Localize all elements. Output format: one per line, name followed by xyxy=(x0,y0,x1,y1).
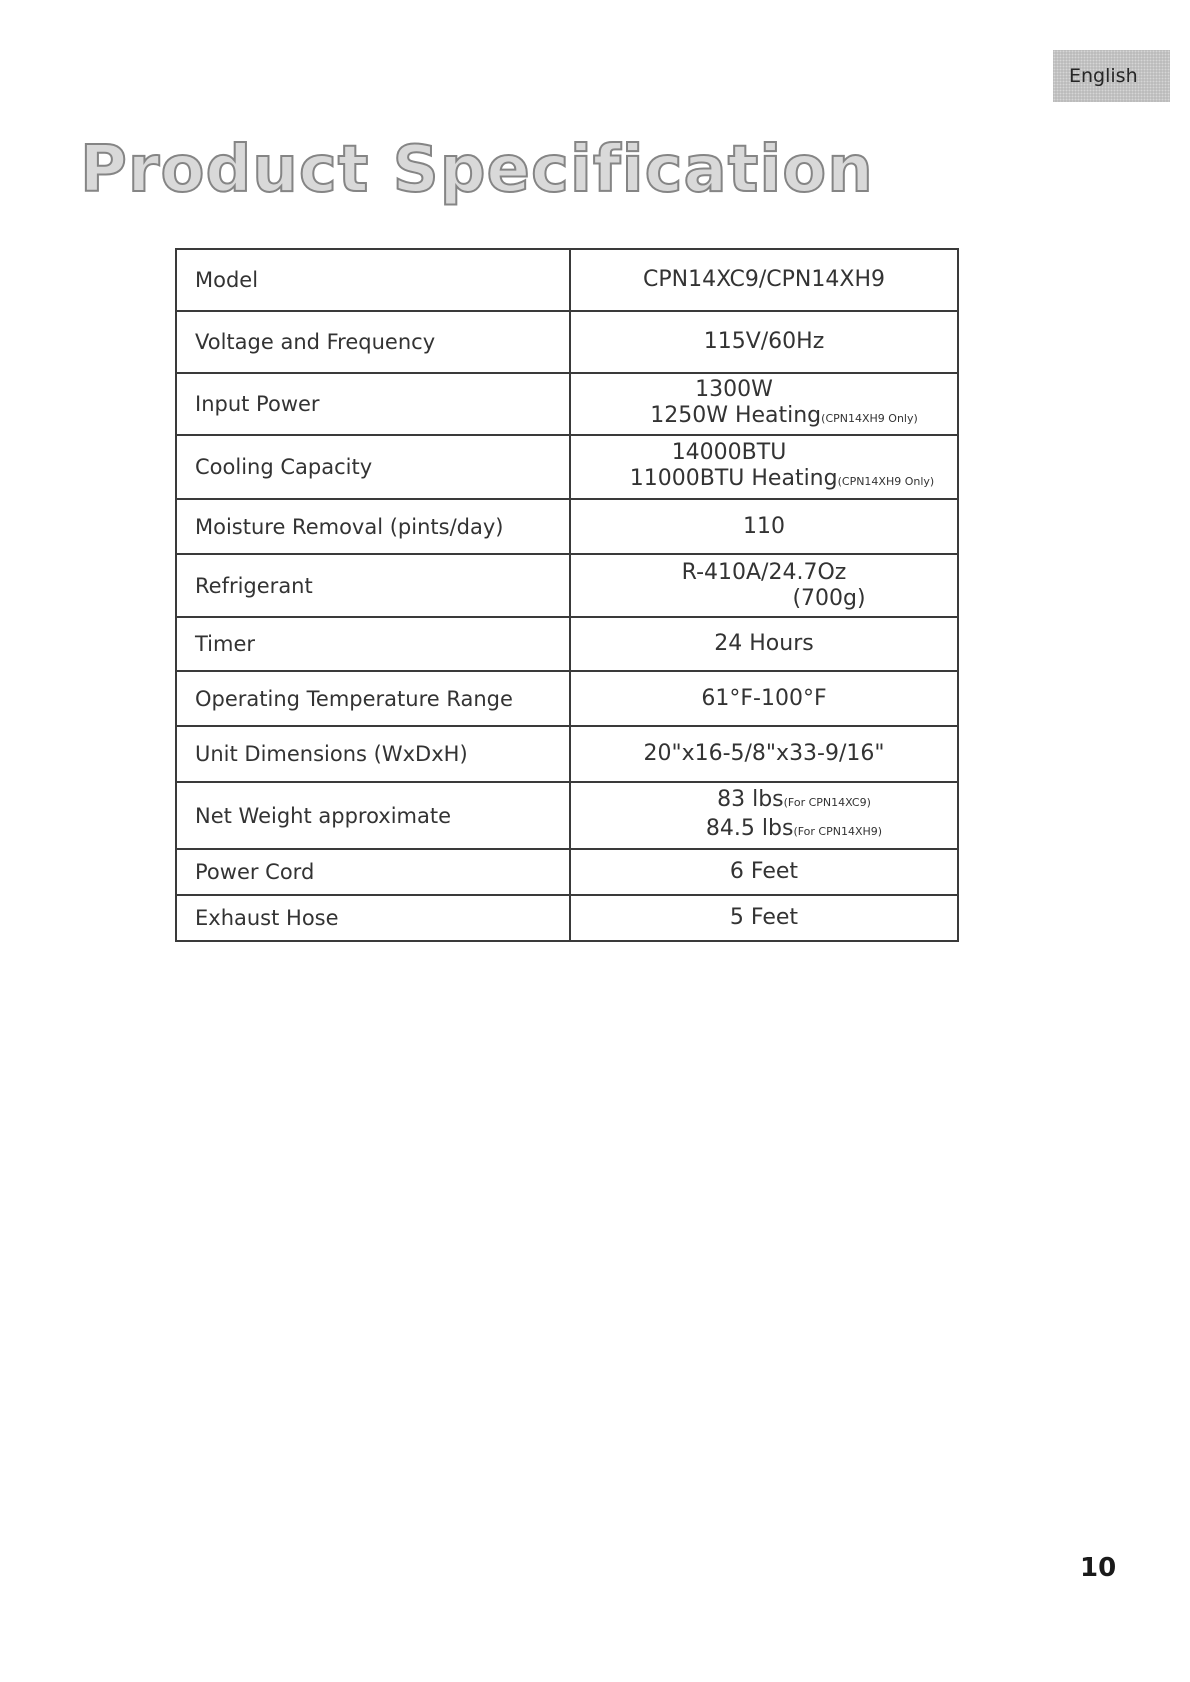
spec-label: Operating Temperature Range xyxy=(176,671,570,726)
spec-row-moisture-removal xyxy=(176,499,958,554)
spec-value: 6 Feet xyxy=(570,849,958,895)
spec-value-line: 1300W xyxy=(695,376,773,402)
spec-row-cooling-capacity xyxy=(176,435,958,499)
spec-table xyxy=(175,248,959,942)
spec-value-line: (700g) xyxy=(792,585,866,611)
spec-label: Input Power xyxy=(176,373,570,435)
spec-label: Exhaust Hose xyxy=(176,895,570,941)
spec-value xyxy=(570,435,958,499)
spec-value-line: 1250W Heating(CPN14XH9 Only) xyxy=(650,402,918,428)
spec-value-line: 83 lbs(For CPN14XC9) xyxy=(717,786,871,812)
spec-row-net-weight xyxy=(176,782,958,849)
page-title: Product Specification xyxy=(80,133,874,207)
spec-value: 115V/60Hz xyxy=(570,311,958,373)
spec-value-line: 84.5 lbs(For CPN14XH9) xyxy=(705,815,883,841)
spec-value xyxy=(570,373,958,435)
spec-label: Cooling Capacity xyxy=(176,435,570,499)
spec-label: Moisture Removal (pints/day) xyxy=(176,499,570,554)
spec-value: 24 Hours xyxy=(570,617,958,671)
spec-row-power-cord xyxy=(176,849,958,895)
spec-row-voltage xyxy=(176,311,958,373)
spec-value-line: R-410A/24.7Oz xyxy=(681,559,847,585)
spec-row-operating-temperature xyxy=(176,671,958,726)
spec-label: Unit Dimensions (WxDxH) xyxy=(176,726,570,782)
spec-label: Net Weight approximate xyxy=(176,782,570,849)
page-number: 10 xyxy=(1080,1553,1117,1583)
spec-row-model xyxy=(176,249,958,311)
spec-value: 5 Feet xyxy=(570,895,958,941)
spec-row-input-power xyxy=(176,373,958,435)
spec-value: 61°F-100°F xyxy=(570,671,958,726)
spec-label: Model xyxy=(176,249,570,311)
spec-value-line: 11000BTU Heating(CPN14XH9 Only) xyxy=(629,465,935,491)
spec-value xyxy=(570,782,958,849)
spec-label: Refrigerant xyxy=(176,554,570,617)
spec-value xyxy=(570,554,958,617)
spec-value: CPN14XC9/CPN14XH9 xyxy=(570,249,958,311)
spec-row-refrigerant xyxy=(176,554,958,617)
spec-value: 20"x16-5/8"x33-9/16" xyxy=(570,726,958,782)
spec-value-line: 14000BTU xyxy=(671,439,787,465)
spec-row-timer xyxy=(176,617,958,671)
spec-label: Timer xyxy=(176,617,570,671)
spec-value: 110 xyxy=(570,499,958,554)
language-tab: English xyxy=(1053,50,1170,102)
spec-row-unit-dimensions xyxy=(176,726,958,782)
spec-label: Voltage and Frequency xyxy=(176,311,570,373)
spec-row-exhaust-hose xyxy=(176,895,958,941)
spec-label: Power Cord xyxy=(176,849,570,895)
